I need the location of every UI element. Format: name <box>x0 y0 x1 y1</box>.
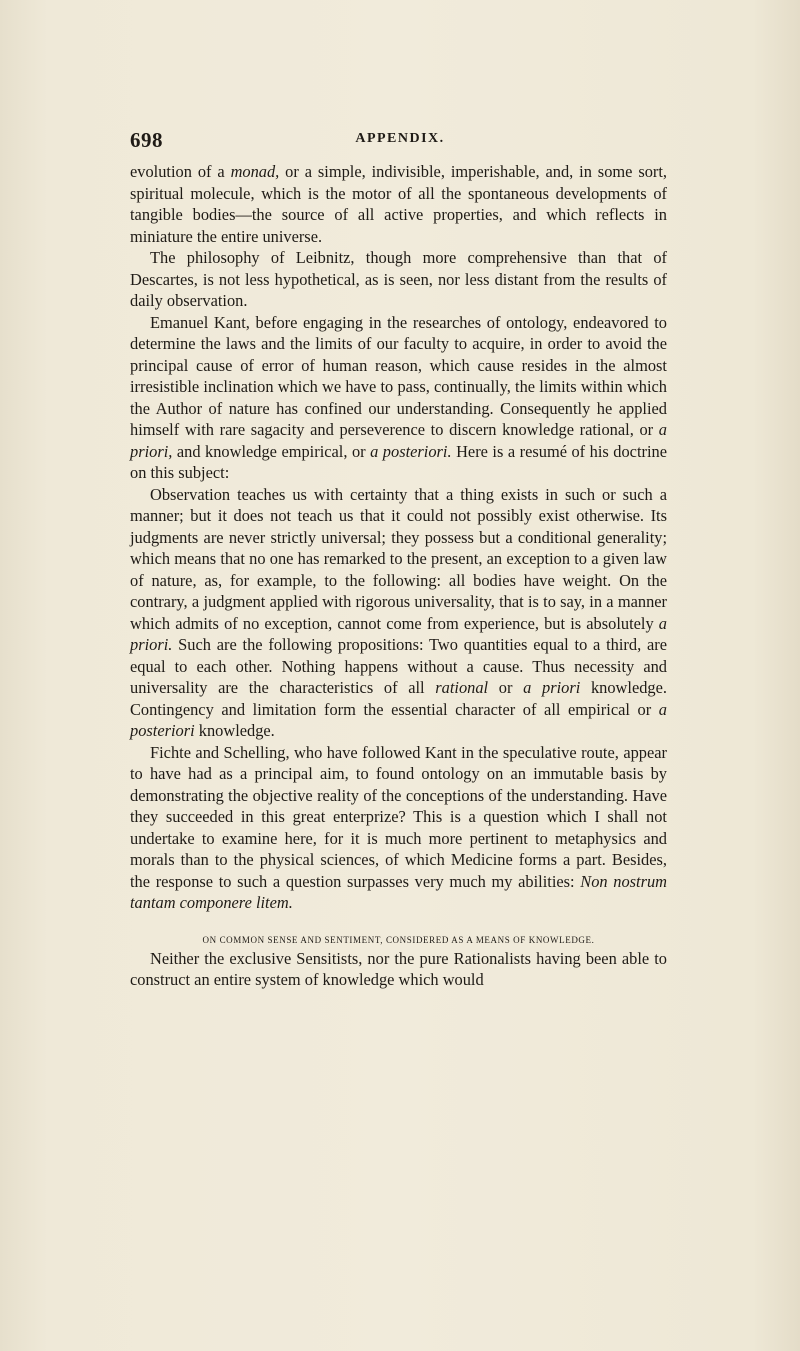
italic-term: a posteriori. <box>370 441 452 461</box>
text-run: Emanuel Kant, before engaging in the researches of ontology, endeavored to determine the laws and the limits of our faculty to acquire, in order to avoid the principal cause of error of human reason, which cause resides in the almost irresistible inclination which we have to pass, continually, the limits within which the Author of nature has confined our understanding. Consequently he applied himself with rare sagacity and perseverence to discern knowledge rational, or <box>130 312 667 439</box>
italic-term: a posteriori <box>130 699 667 740</box>
text-run: knowledge. <box>194 721 275 740</box>
text-run: knowledge. Contingency and limitation form the essential character of all empirical or <box>130 678 667 719</box>
text-run: Here is a resumé of his doctrine on this subject: <box>130 441 667 482</box>
text-run: The philosophy of Leibnitz, though more comprehensive than that of Descartes, is not less hypothetical, as is seen, nor less distant from the results of daily observation. <box>130 248 667 310</box>
italic-term: monad, <box>230 162 280 181</box>
text-run: and knowledge empirical, or <box>172 441 371 461</box>
italic-term: a priori, <box>130 420 667 461</box>
italic-term: rational <box>435 678 489 697</box>
latin-quotation: Non nostrum tantam componere litem. <box>130 871 667 912</box>
italic-term: a priori <box>523 678 581 697</box>
page-header <box>130 128 670 154</box>
text-run: evolution of a <box>130 162 231 181</box>
text-run: Fichte and Schelling, who have followed Kant in the speculative route, appear to have had as a principal aim, to found ontology on an immutable basis by demonstrating the objective reality of the conceptions of the understanding. Have they succeeded in this great enterprize? This is a question which I shall not undertake to examine here, for it is much more pertinent to metaphysics and morals than to the physical sciences, of which Medicine forms a part. Besides, the response to such a question surpasses very much my abilities: <box>130 742 667 891</box>
paragraph-2 <box>130 247 667 312</box>
paragraph-6 <box>130 948 667 991</box>
text-run: Such are the following propositions: Two quantities equal to a third, are equal to each other. Nothing happens without a cause. Thus necessity and universality are the characteristics of all <box>130 635 667 697</box>
page-number: 698 <box>130 128 163 152</box>
italic-term: a priori. <box>130 613 667 654</box>
text-run: Observation teaches us with certainty that a thing exists in such or such a manner; but it does not teach us that it could not possibly exist otherwise. Its judgments are never strictly universal; they possess but a conditional generality; which means that no one has remarked to the present, an exception to a given law of nature, as, for example, to the following: all bodies have weight. On the contrary, a judgment applied with rigorous universality, that is to say, in a manner which admits of no exception, cannot come from experience, but is absolutely <box>130 484 667 633</box>
running-head: APPENDIX. <box>355 131 445 146</box>
paragraph-1 <box>130 161 667 247</box>
body-text <box>130 161 667 991</box>
paragraph-5 <box>130 742 667 914</box>
paragraph-3 <box>130 312 667 484</box>
section-heading: ON COMMON SENSE AND SENTIMENT, CONSIDERED AS A MEANS OF KNOWLEDGE. <box>202 934 595 945</box>
text-run: or <box>488 678 524 697</box>
paragraph-4 <box>130 484 667 742</box>
text-run: Neither the exclusive Sensitists, nor the pure Rationalists having been able to construct an entire system of knowledge which would <box>130 948 667 989</box>
text-run: or a simple, indivisible, imperishable, and, in some sort, spiritual molecule, which is the motor of all the spontaneous developments of tangible bodies—the source of all active properties, and which reflects in miniature the entire universe. <box>130 162 667 246</box>
